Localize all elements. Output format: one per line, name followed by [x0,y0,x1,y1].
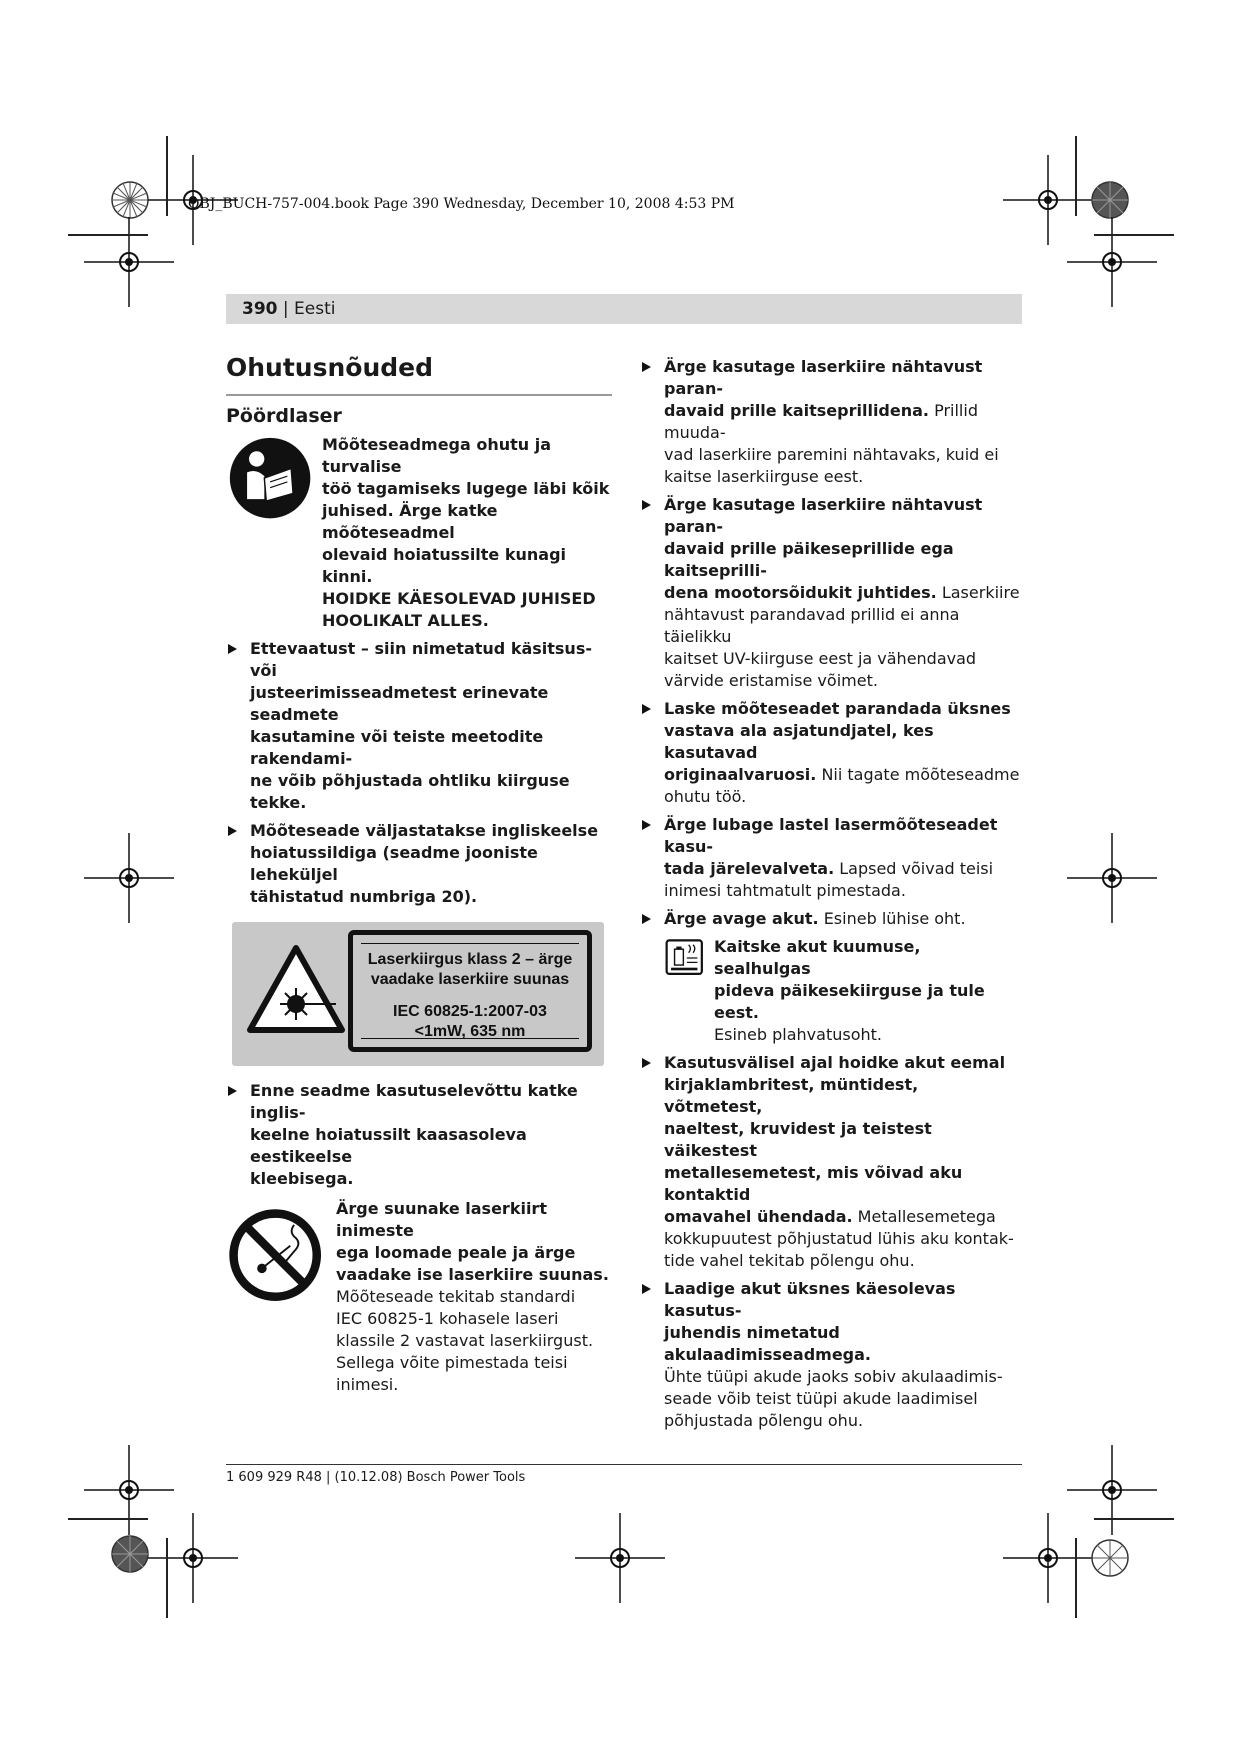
bullet-arrow-icon [228,826,237,836]
read-manual-text [322,434,612,632]
crop-line-br-v [1075,1538,1077,1618]
bullet-glasses-protection [640,356,1022,488]
bullet-line: keelne hoiatussilt kaasasoleva eestikeelse [250,1125,527,1166]
bullet-bold-line: Ärge avage akut. [664,909,819,928]
bullet-bold-line: dena mootorsõidukit juhtides. [664,583,937,602]
bullet-bold-line: Ärge kasutage laserkiire nähtavust paran- [664,357,983,398]
page-number: 390 [242,299,278,319]
bullet-line: Mõõteseade väljastatakse ingliskeelse [250,821,599,840]
header-language: Eesti [294,299,336,319]
bullet-arrow-icon [228,1086,237,1096]
bullet-caution [226,638,612,814]
bullet-line: tide vahel tekitab põlengu ohu. [664,1251,915,1270]
bullet-bold-line: originaalvaruosi. [664,765,817,784]
heat-bold-line: pideva päikesekiirguse ja tule eest. [714,981,985,1022]
bullet-line: inimesi tahtmatult pimestada. [664,881,906,900]
no-eye-line: Mõõteseade tekitab standardi [336,1287,576,1306]
bullet-line: Ettevaatust – siin nimetatud käsitsus- või [250,639,592,680]
laser-warning-icon [244,942,348,1038]
bullet-arrow-icon [642,1058,651,1068]
bullet-line: Ühte tüüpi akude jaoks sobiv akulaadimis- [664,1367,1003,1386]
section-subtitle: Pöördlaser [226,405,342,427]
read-manual-line: HOIDKE KÄESOLEVAD JUHISED [322,589,596,608]
print-info: OBJ_BUCH-757-004.book Page 390 Wednesday, December 10, 2008 4:53 PM [188,196,735,212]
bullet-tail: Esineb lühise oht. [818,909,966,928]
bullet-metal-objects [640,1052,1022,1272]
battery-heat-warning-icon [664,936,714,984]
footer-rule [226,1464,1022,1465]
no-laser-eye-icon [226,1206,336,1316]
label-line-3: IEC 60825-1:2007-03 [393,1003,547,1020]
bullet-bold-line: Ärge kasutage laserkiire nähtavust paran- [664,495,983,536]
header-bar [226,294,1022,324]
bullet-bold-line: juhendis nimetatud akulaadimisseadmega. [664,1323,871,1364]
label-line-1: Laserkiirgus klass 2 – ärge [367,951,573,968]
bullet-bold-line: Ärge lubage lastel lasermõõteseadet kasu- [664,815,998,856]
bullet-bold-line: kirjaklambritest, müntidest, võtmetest, [664,1075,919,1116]
bullet-line: kleebisega. [250,1169,354,1188]
bullet-line: kokkupuutest põhjustatud lühis aku kontak- [664,1229,1014,1248]
bullet-bold-line: metallesemetest, mis võivad aku kontaktid [664,1163,963,1204]
bullet-line: justeerimisseadmetest erinevate seadmete [250,683,549,724]
laser-warning-label [232,922,604,1066]
crosshair-mark-tl2 [79,212,179,312]
read-manual-line: töö tagamiseks lugege läbi kõik [322,479,610,498]
bullet-tail: Prillid muuda- [664,401,978,442]
bullet-cover-label [226,1080,612,1190]
battery-heat-block [664,936,1022,1046]
bullet-arrow-icon [228,644,237,654]
crosshair-mark-bl2 [143,1508,243,1608]
page-footer: 1 609 929 R48 | (10.12.08) Bosch Power Tools [226,1470,526,1485]
crop-line-tl-h [68,234,148,236]
bullet-line: ne võib põhjustada ohtliku kiirguse tekke. [250,771,570,812]
label-inner-frame [361,943,579,1039]
bullet-tail: Nii tagate mõõteseadme [816,765,1020,784]
bullet-repair [640,698,1022,808]
bullet-line: kasutamine või teiste meetodite rakendami- [250,727,544,768]
read-manual-block [226,434,612,632]
bullet-tail: Laserkiire [936,583,1020,602]
read-manual-icon [226,434,322,530]
crop-line-tr-h [1094,234,1174,236]
crosshair-mark-tr2 [1062,212,1162,312]
no-eye-line: klassile 2 vastavat laserkiirgust. [336,1331,594,1350]
bullet-english-label [226,820,612,908]
label-line-2: vaadake laserkiire suunas [370,971,570,988]
bullet-arrow-icon [642,1284,651,1294]
bullet-arrow-icon [642,500,651,510]
bullet-bold-line: omavahel ühendada. [664,1207,853,1226]
bullet-line: ohutu töö. [664,787,747,806]
no-eye-bold-line: ega loomade peale ja ärge [336,1243,576,1262]
bullet-bold-line: tada järelevalveta. [664,859,835,878]
bullet-glasses-driving [640,494,1022,692]
bullet-open-battery [640,908,1022,930]
bullet-children [640,814,1022,902]
bullet-line: kaitset UV-kiirguse eest ja vähendavad [664,649,977,668]
bullet-bold-line: vastava ala asjatundjatel, kes kasutavad [664,721,934,762]
no-eye-line: IEC 60825-1 kohasele laseri [336,1309,559,1328]
crop-line-bl-v [166,1538,168,1618]
no-eye-text [336,1198,612,1396]
crosshair-mark-bc [570,1508,670,1608]
bullet-line: seade võib teist tüüpi akude laadimisel [664,1389,978,1408]
page-title: Ohutusnõuded [226,353,433,382]
header-separator: | [277,299,295,319]
bullet-line: vad laserkiire paremini nähtavaks, kuid ei [664,445,999,464]
bullet-arrow-icon [642,362,651,372]
no-eye-line: Sellega võite pimestada teisi [336,1353,568,1372]
crosshair-mark-mr [1062,828,1162,928]
bullet-bold-line: davaid prille päikeseprillide ega kaitseprilli- [664,539,954,580]
bullet-charger [640,1278,1022,1432]
no-eye-line: inimesi. [336,1375,399,1394]
crosshair-mark-ml [79,828,179,928]
bullet-tail: Lapsed võivad teisi [834,859,994,878]
no-eye-bold-line: vaadake ise laserkiire suunas. [336,1265,609,1284]
crop-line-tr-v [1075,136,1077,216]
title-rule [226,394,612,396]
bullet-bold-line: davaid prille kaitseprillidena. [664,401,929,420]
bullet-arrow-icon [642,914,651,924]
right-column [640,356,1022,1438]
bullet-bold-line: Kasutusvälisel ajal hoidke akut eemal [664,1053,1006,1072]
no-eye-block [226,1198,612,1396]
bullet-line: hoiatussildiga (seadme jooniste leheküljel [250,843,538,884]
bullet-line: kaitse laserkiirguse eest. [664,467,864,486]
read-manual-line: juhised. Ärge katke mõõteseadmel [322,501,498,542]
bullet-bold-line: Laske mõõteseadet parandada üksnes [664,699,1011,718]
read-manual-line: olevaid hoiatussilte kunagi kinni. [322,545,567,586]
bullet-tail: Metallesemetega [852,1207,996,1226]
read-manual-line: Mõõteseadmega ohutu ja turvalise [322,435,552,476]
bullet-line: Enne seadme kasutuselevõttu katke inglis- [250,1081,578,1122]
bullet-bold-line: naeltest, kruvidest ja teistest väikestest [664,1119,932,1160]
bullet-arrow-icon [642,820,651,830]
bullet-line: tähistatud numbriga 20). [250,887,478,906]
crop-line-tl-v [166,136,168,216]
no-eye-bold-line: Ärge suunake laserkiirt inimeste [336,1199,547,1240]
bullet-line: värvide eristamise võimet. [664,671,878,690]
heat-line: Esineb plahvatusoht. [714,1025,882,1044]
heat-bold-line: Kaitske akut kuumuse, sealhulgas [714,937,921,978]
battery-heat-text [714,936,1022,1046]
bullet-bold-line: Laadige akut üksnes käesolevas kasutus- [664,1279,956,1320]
laser-class-label-box [348,930,592,1052]
read-manual-line: HOOLIKALT ALLES. [322,611,489,630]
page-header [242,299,336,319]
label-line-4: <1mW, 635 nm [414,1023,526,1040]
bullet-line: põhjustada põlengu ohu. [664,1411,864,1430]
left-column [226,352,612,1396]
bullet-line: nähtavust parandavad prillid ei anna täielikku [664,605,960,646]
bullet-arrow-icon [642,704,651,714]
